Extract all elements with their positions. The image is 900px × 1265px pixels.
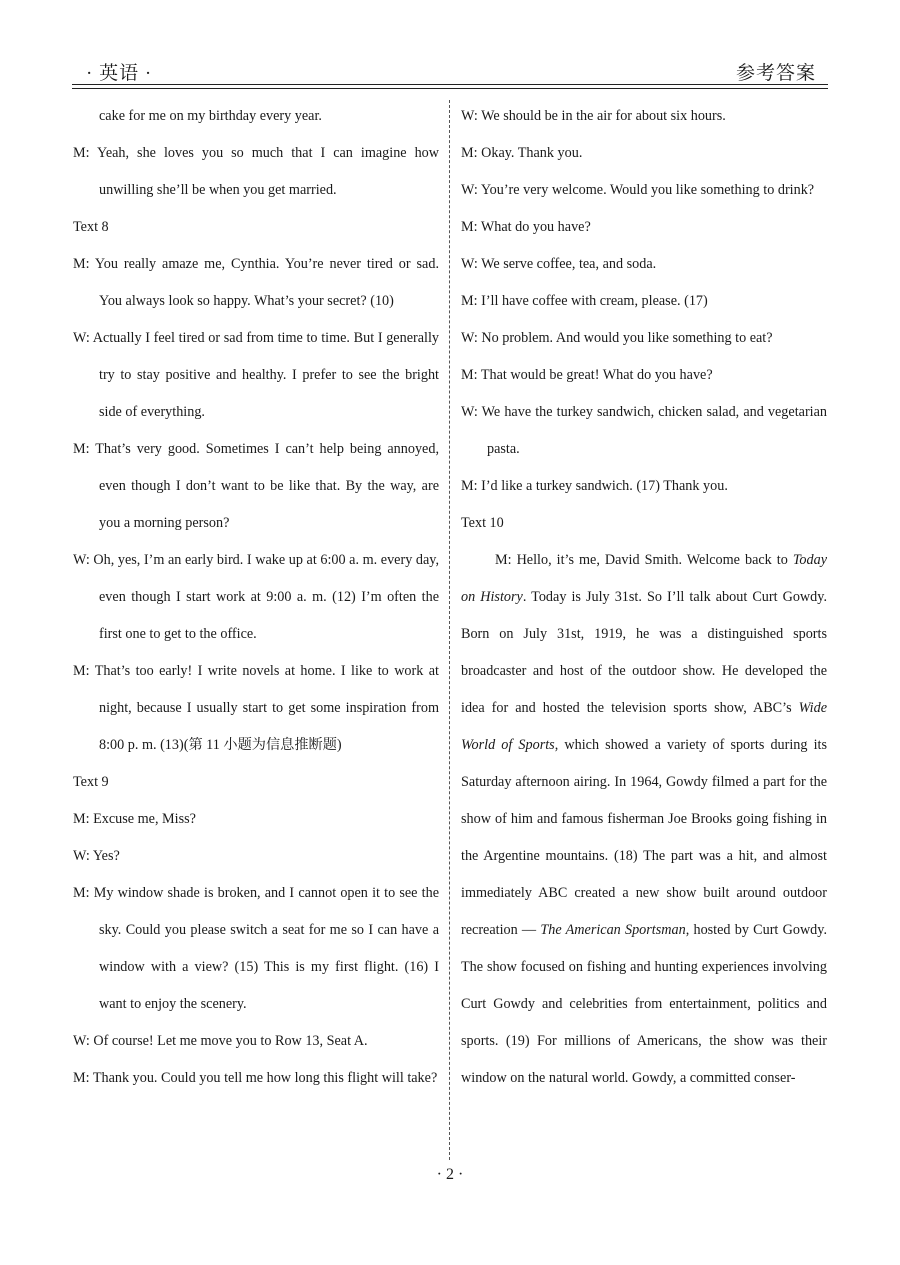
dialogue-line: M: What do you have? bbox=[461, 219, 591, 235]
dialogue-line: W: We have the turkey sandwich, chicken salad, and vegetarian pasta. bbox=[461, 404, 827, 457]
text-segment: . Today is July 31st. So I’ll talk about Curt Gowdy. Born on July 31st, 1919, he was a distinguished sports broadcaster and host of the outdoor show. He developed the idea for and hosted the television sports show, ABC’s bbox=[461, 589, 827, 716]
dialogue-line: M: Thank you. Could you tell me how long this flight will take? bbox=[73, 1070, 438, 1086]
dialogue-line: M: My window shade is broken, and I cannot open it to see the sky. Could you please switch a seat for me so I can have a window with a view? (15) This is my first flight. (16) I want to enjoy the scenery. bbox=[73, 885, 439, 1012]
answer-key-label: 参考答案 bbox=[735, 63, 816, 84]
italic-title: Wide World of Sports bbox=[461, 700, 827, 753]
dialogue-line: W: Yes? bbox=[73, 848, 120, 864]
dialogue-line: M: That would be great! What do you have? bbox=[461, 367, 713, 383]
column-divider bbox=[449, 100, 450, 1160]
dialogue-line: W: We should be in the air for about six hours. bbox=[461, 108, 726, 124]
section-heading: Text 9 bbox=[73, 774, 109, 790]
text-segment: M: Hello, it’s me, David Smith. Welcome back to bbox=[495, 552, 793, 568]
monologue-paragraph bbox=[461, 542, 827, 1097]
text-segment: , which showed a variety of sports during its Saturday afternoon airing. In 1964, Gowdy filmed a part for the show of him and famous fisherman Joe Brooks going fishing in the Argentine mountains. (18) The part was a hit, and almost immediately ABC created a new show built around outdoor recreation — bbox=[461, 737, 828, 938]
italic-title: The American Sportsman bbox=[540, 922, 686, 938]
dialogue-line: W: We serve coffee, tea, and soda. bbox=[461, 256, 657, 272]
italic-title: Today on History bbox=[461, 552, 827, 605]
subject-label: · 英语 · bbox=[86, 63, 153, 84]
dialogue-line: W: Actually I feel tired or sad from time to time. But I generally try to stay positive and healthy. I prefer to see the bright side of everything. bbox=[73, 330, 439, 420]
header-rule-thick bbox=[72, 84, 828, 85]
dialogue-line: W: Of course! Let me move you to Row 13, Seat A. bbox=[73, 1033, 368, 1049]
dialogue-line: M: Excuse me, Miss? bbox=[73, 811, 196, 827]
header-rule-thin bbox=[72, 88, 828, 89]
dialogue-line: W: Oh, yes, I’m an early bird. I wake up at 6:00 a. m. every day, even though I start work at 9:00 a. m. (12) I’m often the first one to get to the office. bbox=[73, 552, 439, 642]
text-segment: , hosted by Curt Gowdy. The show focused on fishing and hunting experiences involving Curt Gowdy and celebrities from entertainment, politics and sports. (19) For millions of Americans, the show was their window on the natural world. Gowdy, a committed conser- bbox=[461, 922, 827, 1086]
dialogue-line: M: I’d like a turkey sandwich. (17) Thank you. bbox=[461, 478, 728, 494]
dialogue-line: W: No problem. And would you like something to eat? bbox=[461, 330, 773, 346]
dialogue-line: W: You’re very welcome. Would you like something to drink? bbox=[461, 182, 815, 198]
left-column bbox=[73, 98, 439, 1097]
section-heading: Text 10 bbox=[461, 515, 504, 531]
page-header bbox=[72, 56, 828, 86]
right-column bbox=[461, 98, 827, 1097]
section-heading: Text 8 bbox=[73, 219, 109, 235]
dialogue-line: M: That’s very good. Sometimes I can’t help being annoyed, even though I don’t want to be like that. By the way, are you a morning person? bbox=[73, 441, 439, 531]
dialogue-line: M: That’s too early! I write novels at home. I like to work at night, because I usually start to get some inspiration from 8:00 p. m. (13)(第 11 小题为信息推断题) bbox=[73, 663, 439, 753]
dialogue-line: M: Yeah, she loves you so much that I can imagine how unwilling she’ll be when you get married. bbox=[73, 145, 439, 198]
dialogue-line: M: I’ll have coffee with cream, please. (17) bbox=[461, 293, 708, 309]
dialogue-line: M: You really amaze me, Cynthia. You’re never tired or sad. You always look so happy. What’s your secret? (10) bbox=[73, 256, 439, 309]
page-number: · 2 · bbox=[436, 1166, 464, 1183]
dialogue-line: M: Okay. Thank you. bbox=[461, 145, 583, 161]
dialogue-line: cake for me on my birthday every year. bbox=[99, 108, 322, 124]
